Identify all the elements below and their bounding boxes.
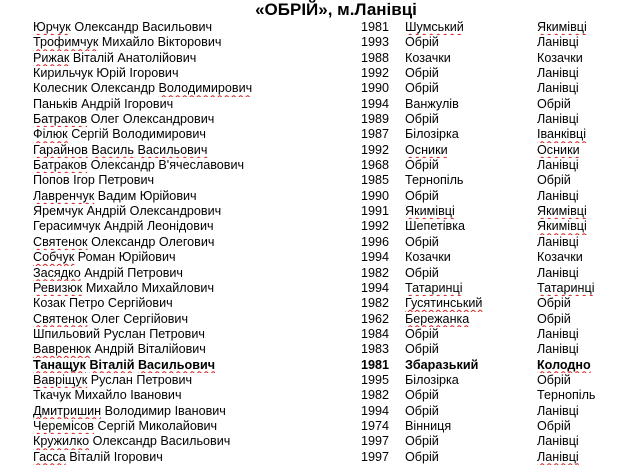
player-name: Батраков Олег Олександрович (33, 112, 215, 127)
player-name: Герасимчук Андрій Леонідович (33, 219, 214, 234)
to-club: Козачки (537, 250, 583, 265)
table-row (0, 158, 636, 173)
to-club: Ланівці (537, 434, 579, 449)
birth-year: 1974 (361, 418, 390, 433)
player-name: Ткачук Михайло Іванович (33, 388, 182, 403)
birth-year: 1982 (361, 265, 390, 280)
table-row (0, 281, 636, 296)
birth-year: 1968 (361, 158, 390, 173)
from-club: Гусятинський (405, 296, 483, 311)
to-club: Обрій (537, 296, 571, 311)
table-row (0, 143, 636, 158)
to-club: Колодно (537, 357, 591, 372)
table-row (0, 434, 636, 449)
player-name: Святенок Олександр Олегович (33, 234, 215, 249)
player-name: Лавренчук Вадим Юрійович (33, 188, 197, 203)
to-club: Козачки (537, 50, 583, 65)
to-club: Ланівці (537, 265, 579, 280)
birth-year: 1994 (361, 96, 390, 111)
table-row (0, 450, 636, 465)
player-name: Козак Петро Сергійович (33, 296, 173, 311)
player-name: Яремчук Андрій Олександрович (33, 204, 222, 219)
player-name: Попов Ігор Петрович (33, 173, 155, 188)
to-club: Осники (537, 142, 580, 157)
birth-year: 1990 (361, 81, 390, 96)
birth-year: 1993 (361, 35, 390, 50)
table-row (0, 219, 636, 234)
table-row (0, 373, 636, 388)
to-club: Ланівці (537, 326, 579, 341)
table-row (0, 173, 636, 188)
to-club: Ланівці (537, 158, 579, 173)
table-row (0, 204, 636, 219)
player-name: Юрчук Олександр Васильович (33, 20, 213, 34)
player-name: Святенок Олег Сергійович (33, 311, 189, 326)
table-row (0, 266, 636, 281)
to-club: Якимівці (537, 20, 587, 34)
birth-year: 1992 (361, 219, 390, 234)
birth-year: 1981 (361, 357, 390, 372)
birth-year: 1992 (361, 142, 390, 157)
birth-year: 1996 (361, 234, 390, 249)
player-name: Собчук Роман Юрійович (33, 250, 176, 265)
birth-year: 1990 (361, 188, 390, 203)
from-club: Якимівці (405, 204, 455, 219)
birth-year: 1997 (361, 449, 390, 464)
birth-year: 1987 (361, 127, 390, 142)
to-club: Обрій (537, 418, 571, 433)
to-club: Ланівці (537, 449, 579, 464)
birth-year: 1988 (361, 50, 390, 65)
table-row (0, 419, 636, 434)
to-club: Ланівці (537, 112, 579, 127)
player-name: Гарайнов Василь Васильович (33, 142, 208, 157)
table-row (0, 20, 636, 35)
player-name: Ревизюк Михайло Михайлович (33, 280, 215, 295)
from-club: Козачки (405, 250, 451, 265)
to-club: Ланівці (537, 188, 579, 203)
to-club: Ланівці (537, 35, 579, 50)
player-name: Вавренюк Андрій Віталійович (33, 342, 206, 357)
birth-year: 1983 (361, 342, 390, 357)
birth-year: 1982 (361, 296, 390, 311)
to-club: Ланівці (537, 342, 579, 357)
player-name: Вавріщук Руслан Петрович (33, 372, 193, 387)
birth-year: 1997 (361, 434, 390, 449)
from-club: Шумський (405, 20, 464, 34)
player-name: Паньків Андрій Ігорович (33, 96, 174, 111)
table-row (0, 404, 636, 419)
player-name: Засядко Андрій Петрович (33, 265, 183, 280)
table-row (0, 127, 636, 142)
table-row (0, 342, 636, 357)
from-club: Осники (405, 142, 448, 157)
from-club: Обрій (405, 326, 439, 341)
from-club: Татаринці (405, 280, 463, 295)
player-name: Шпильовий Руслан Петрович (33, 326, 205, 341)
from-club: Обрій (405, 158, 439, 173)
player-name: Рижак Віталій Анатолійович (33, 50, 197, 65)
birth-year: 1995 (361, 372, 390, 387)
birth-year: 1981 (361, 20, 390, 34)
to-club: Ланівці (537, 403, 579, 418)
from-club: Тернопіль (405, 173, 464, 188)
from-club: Вінниця (405, 418, 452, 433)
birth-year: 1994 (361, 403, 390, 418)
player-roster (0, 20, 636, 465)
table-row (0, 66, 636, 81)
player-name: Батраков Олександр В'ячеславович (33, 158, 245, 173)
to-club: Обрій (537, 311, 571, 326)
player-name: Гасса Віталій Ігорович (33, 449, 163, 464)
player-name: Черемісов Сергій Миколайович (33, 418, 218, 433)
player-name: Колесник Олександр Володимирович (33, 81, 253, 96)
birth-year: 1962 (361, 311, 390, 326)
table-row (0, 327, 636, 342)
to-club: Обрій (537, 372, 571, 387)
from-club: Обрій (405, 234, 439, 249)
page-title: «ОБРІЙ», м.Ланівці (255, 0, 417, 19)
birth-year: 1994 (361, 280, 390, 295)
from-club: Обрій (405, 35, 439, 50)
to-club: Обрій (537, 96, 571, 111)
birth-year: 1991 (361, 204, 390, 219)
from-club: Обрій (405, 265, 439, 280)
player-name: Трофимчук Михайло Вікторович (33, 35, 222, 50)
table-row (0, 358, 636, 373)
from-club: Білозірка (405, 372, 459, 387)
table-row (0, 312, 636, 327)
from-club: Обрій (405, 342, 439, 357)
from-club: Білозірка (405, 127, 459, 142)
table-row (0, 250, 636, 265)
from-club: Шепетівка (405, 219, 465, 234)
player-name: Кирильчук Юрій Ігорович (33, 66, 179, 81)
from-club: Обрій (405, 434, 439, 449)
birth-year: 1982 (361, 388, 390, 403)
from-club: Обрій (405, 388, 439, 403)
table-row (0, 388, 636, 403)
player-name: Дмитришин Володимир Іванович (33, 403, 226, 418)
birth-year: 1984 (361, 326, 390, 341)
to-club: Ланівці (537, 234, 579, 249)
table-row (0, 51, 636, 66)
from-club: Обрій (405, 188, 439, 203)
from-club: Козачки (405, 50, 451, 65)
table-row (0, 97, 636, 112)
from-club: Обрій (405, 66, 439, 81)
from-club: Обрій (405, 449, 439, 464)
table-row (0, 112, 636, 127)
to-club: Ланівці (537, 66, 579, 81)
from-club: Збаразький (405, 357, 479, 372)
table-row (0, 235, 636, 250)
player-name: Кружилко Олександр Васильович (33, 434, 231, 449)
to-club: Якимівці (537, 219, 587, 234)
to-club: Якимівці (537, 204, 587, 219)
table-row (0, 35, 636, 50)
from-club: Бережанка (405, 311, 470, 326)
from-club: Обрій (405, 403, 439, 418)
to-club: Іванківці (537, 127, 587, 142)
player-name: Філюк Сергій Володимирович (33, 127, 206, 142)
birth-year: 1985 (361, 173, 390, 188)
table-row (0, 296, 636, 311)
table-row (0, 189, 636, 204)
to-club: Тернопіль (537, 388, 596, 403)
player-name: Танащук Віталій Васильович (33, 357, 216, 372)
birth-year: 1989 (361, 112, 390, 127)
table-row (0, 81, 636, 96)
birth-year: 1994 (361, 250, 390, 265)
birth-year: 1992 (361, 66, 390, 81)
to-club: Татаринці (537, 280, 595, 295)
from-club: Ванжулів (405, 96, 459, 111)
from-club: Обрій (405, 112, 439, 127)
to-club: Ланівці (537, 81, 579, 96)
from-club: Обрій (405, 81, 439, 96)
to-club: Обрій (537, 173, 571, 188)
